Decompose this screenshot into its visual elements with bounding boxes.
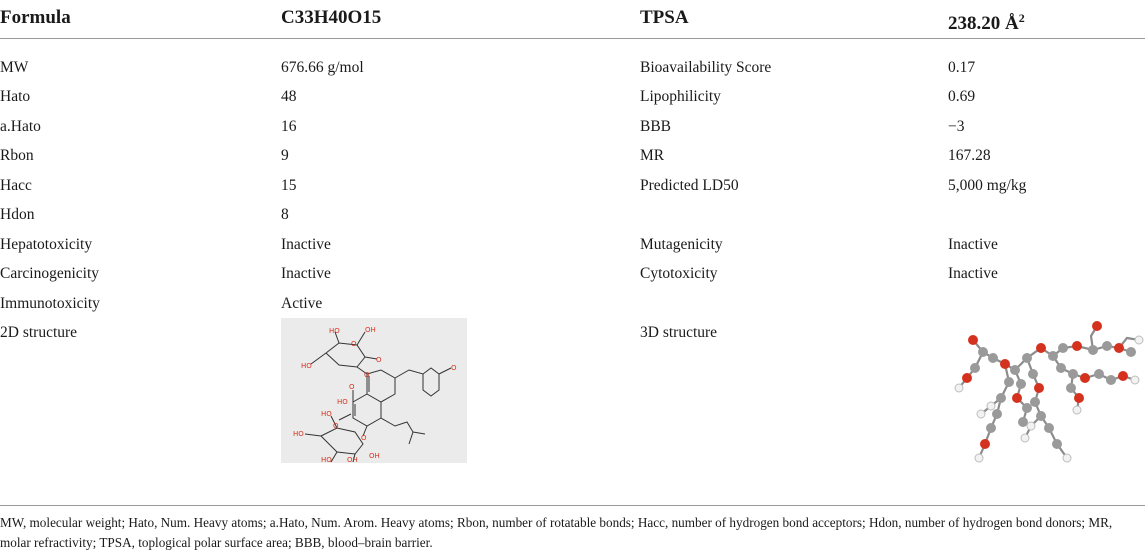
row-value-ld50: 5,000 mg/kg (948, 177, 1027, 194)
row-label-carcinogenicity: Carcinogenicity (0, 265, 99, 282)
row-value-rbon: 9 (281, 147, 289, 164)
row-value-bbb: −3 (948, 118, 965, 135)
row-value-hepatotoxicity: Inactive (281, 236, 331, 253)
atom-label: O (351, 340, 357, 348)
atom-label: O (376, 356, 382, 364)
row-value-mw: 676.66 g/mol (281, 59, 364, 76)
row-value-carcinogenicity: Inactive (281, 265, 331, 282)
tpsa-value-text: 238.20 Å (948, 13, 1019, 34)
row-label-rbon: Rbon (0, 147, 34, 164)
structure-3d-image (943, 318, 1145, 468)
row-label-bbb: BBB (640, 118, 672, 135)
atom-label: O (349, 383, 355, 391)
header-formula-label: Formula (0, 7, 71, 28)
atom-label: OH (365, 326, 376, 334)
header-tpsa-label: TPSA (640, 7, 689, 28)
row-label-mw: MW (0, 59, 29, 76)
atom-label: OH (369, 452, 380, 460)
row-label-hato: Hato (0, 88, 31, 105)
header-formula-value: C33H40O15 (281, 7, 382, 28)
row-label-bioavailability: Bioavailability Score (640, 59, 772, 76)
row-value-ahato: 16 (281, 118, 297, 135)
atom-label: O (451, 364, 457, 372)
structure-2d-drawing (281, 318, 467, 463)
row-label-lipophilicity: Lipophilicity (640, 88, 721, 105)
row-value-hdon: 8 (281, 206, 289, 223)
row-label-2d-structure: 2D structure (0, 324, 78, 341)
atom-label: HO (321, 410, 332, 418)
row-label-ahato: a.Hato (0, 118, 41, 135)
row-value-immunotoxicity: Active (281, 295, 323, 312)
row-value-cytotoxicity: Inactive (948, 265, 998, 282)
structure-2d-image (281, 318, 467, 463)
atom-label: HO (321, 456, 332, 463)
atom-label: O (361, 434, 367, 442)
row-label-hdon: Hdon (0, 206, 35, 223)
tpsa-unit-superscript: 2 (1018, 11, 1025, 25)
atom-label: HO (293, 430, 304, 438)
row-label-mutagenicity: Mutagenicity (640, 236, 723, 253)
atom-label: OH (347, 456, 358, 463)
bottom-rule (0, 505, 1145, 506)
atom-label: HO (329, 327, 340, 335)
row-label-hacc: Hacc (0, 177, 32, 194)
row-value-mr: 167.28 (948, 147, 991, 164)
atom-label: HO (301, 362, 312, 370)
row-value-hacc: 15 (281, 177, 297, 194)
row-value-bioavailability: 0.17 (948, 59, 976, 76)
table-footnote: MW, molecular weight; Hato, Num. Heavy atoms; a.Hato, Num. Arom. Heavy atoms; Rbon, number of rotatable bonds; Hacc, number of hydrogen bond acceptors; Hdon, number of hydrogen bond donors; MR, molar refractivity; TPSA, toplogical polar surface area; BBB, blood–brain barrier. (0, 515, 1113, 550)
row-label-3d-structure: 3D structure (640, 324, 718, 341)
row-value-hato: 48 (281, 88, 297, 105)
row-value-lipophilicity: 0.69 (948, 88, 976, 105)
row-label-cytotoxicity: Cytotoxicity (640, 265, 718, 282)
atom-label: O (364, 371, 370, 379)
header-rule (0, 38, 1145, 39)
row-label-mr: MR (640, 147, 665, 164)
row-label-immunotoxicity: Immunotoxicity (0, 295, 100, 312)
structure-3d-drawing (943, 318, 1145, 468)
atom-label: HO (337, 398, 348, 406)
header-tpsa-value (948, 0, 1025, 38)
row-value-mutagenicity: Inactive (948, 236, 998, 253)
atom-label: O (333, 422, 339, 430)
row-label-ld50: Predicted LD50 (640, 177, 739, 194)
row-label-hepatotoxicity: Hepatotoxicity (0, 236, 93, 253)
